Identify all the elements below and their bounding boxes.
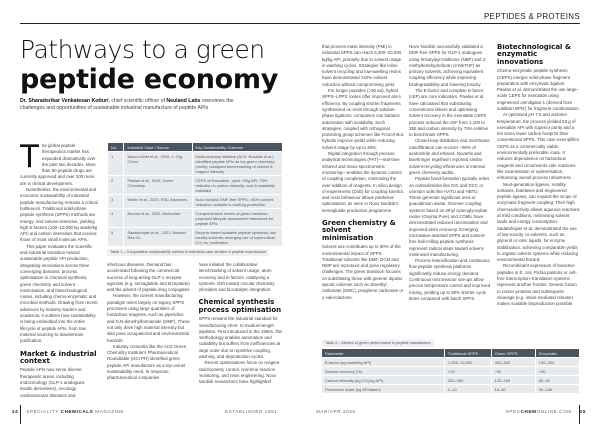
table-row xyxy=(322,358,579,366)
paragraph: he global peptide therapeutics market has expanded dramatically over the past two decades. More than 80 peptide drugs are currently approved and over 200 more are in clinical development. xyxy=(20,143,96,186)
paragraph: Peptide APIs now serve diverse therapeutic areas, including endocrinology (GLP-1 analogues, insulin derivatives), oncology, cardiovascular diseases and xyxy=(20,367,86,398)
table-header: Parameter xyxy=(322,349,444,357)
paragraph: SPPS remains the industrial standard for manufacturing short- to medium-length peptides. First introduced in the 1960s, this methodology enables automation and scalability but suffers from inefficiencies at large scale due to repetitive coupling, washing, and deprotection cycles. xyxy=(198,316,283,360)
paragraph: At optimised pH 7.5 and ambient temperature, the process yielded 53 g of exenatide API with superior purity and a ten times lower carbon footprint than conventional SPPS. This case exemplifies CEPS as a commercially viable, environmentally preferable route. It reduces dependence on hazardous reagents and circumvents side reactions like racemisation or epimerisation, enhancing overall process robustness. xyxy=(497,112,579,181)
table-cell: Isidro-Llobet et al., 2019, J. Org. Chem. xyxy=(124,152,191,175)
paragraph: Solvent use contributes up to 90% of the environmental impact of SPPS. Traditional solvents like DMF, DCM and NMP are reprotoxic and pose regulatory challenges. The green transition focuses on substituting these with greener dipolar aprotic solvents such as dimethyl carbonate (DMC), propylene carbonate or γ-valerolactone. xyxy=(322,244,404,300)
table-cell: Carbon intensity (kg CO₂/kg API) xyxy=(322,376,444,384)
issue-date: MAR/APR 2026 xyxy=(316,409,356,414)
table-cell: Neumo et al., 2023, Molecules xyxy=(124,209,191,227)
table-cell: 4 xyxy=(108,209,123,227)
column-5 xyxy=(409,44,491,334)
paragraph: This paper evaluates the scientific and industrial transition toward sustainable peptide API production, integrating innovations across three converging domains: process optimisation in chemical synthesis, green chemistry and solvent minimisation, and biotechnological routes, including chemo-enzymatic and microbial methods. Drawing from recent advances by industry leaders and academia, it outlines how sustainability is being embedded into the entire lifecycle of peptide APIs, from raw material sourcing to downstream purification. xyxy=(20,243,98,344)
table-row xyxy=(108,152,282,175)
table-header: Key Sustainability Outcome xyxy=(193,143,282,151)
table-row xyxy=(108,195,282,208)
column-3 xyxy=(199,262,284,402)
page-bar xyxy=(579,405,580,424)
table-row xyxy=(322,376,579,384)
page-number: 25 xyxy=(579,409,586,414)
column-4 xyxy=(322,44,404,334)
table-cell: 1 xyxy=(108,152,123,175)
paragraph: The E-factor and complete E-factor (cEF) are core indicators. Pawlas et al. have calculated that substituting conventional linkers and optimising solvent recovery in the exenatide CEPS process reduced the cEF from 1,100 to 350 and carbon intensity by 75% relative to benchmark SPPS. xyxy=(409,88,489,138)
table-cell: E-factor (kg waste/kg API) xyxy=(322,358,444,366)
table-cell: 2 xyxy=(108,176,123,194)
standfirst-text: overviews the challenges and opportunities of sustainable industrial manufacture of peptide APIs xyxy=(20,98,234,112)
table-2-caption: Table 2 – Metrics of green performance in peptide manufacture xyxy=(322,340,434,347)
table-cell: 5 xyxy=(108,228,123,246)
company-name: Neuland Labs xyxy=(166,98,201,104)
paragraph: that process mass intensity (PMI) in industrial SPPS can reach 5,000–20,000 kg/kg API, primarily due to solvent usage in washing cycles. Strategies like inline solvent recycling and low-swelling resins have demonstrated >50% solvent reduction without compromising yield. xyxy=(322,44,402,87)
table-row xyxy=(108,209,282,227)
magazine-name: MAGAZINE xyxy=(93,409,125,414)
standfirst xyxy=(20,98,250,113)
table-cell: 80–90 xyxy=(536,376,579,384)
table-cell: 150–300 xyxy=(536,358,579,366)
magazine-name: CHEMICALS xyxy=(60,409,94,414)
table-header: Industrial Case / Source xyxy=(124,143,191,151)
website: ONLINE.COM xyxy=(536,409,572,414)
standfirst-text: , chief scientific officer of xyxy=(108,98,167,104)
paragraph: Next-generation ligases, notably sortases, butelases and engineered peptide ligases, can expand the scope of enzymatic fragment coupling. Their high chemoselectivity allows aqueous reactions at mild conditions, minimising solvent loads and energy consumption. Sadatshojaei et al. demonstrated the use of low-toxicity co-solvents, such as glycerol or ionic liquids, for enzyme stabilisation, achieving comparable yields to organic solvent systems while reducing environmental hazard. xyxy=(497,181,580,263)
paragraph: Peptide bond-formation typically relies on carbodiimides like DIC and DCC or uronium salts like HATU and HBTU. These generate significant urea or guanidinium waste. Greener coupling systems based on ethyl cyanoglyoxylate oxime (Oxyma Pure) and COMU have demonstrated reduced racemisation and improved atom economy. Emerging microwave-assisted SPPS and solvent-free ball-milling peptide synthesis represent radical steps toward solvent-minimised manufacturing. xyxy=(409,176,490,257)
page-number: 24 xyxy=(12,409,19,414)
paragraph: have initiated the collaborative benchmarking of solvent usage, atom economy and E-factors, catalysing a systemic shift toward circular chemistry principles and biocatalytic integration. xyxy=(198,262,275,293)
table-cell: Sadatshojaei et al., 2021, Biomed Res Ch. xyxy=(124,228,191,246)
paragraph: infectious diseases. Demand has accelerated following the commercial success of long-acting GLP-1 receptor agonists (e.g. semaglutide and tirzepatide) and the advent of peptide-drug conjugates. xyxy=(107,262,191,293)
paragraph: Closed-loop distillation and membrane nanofiltration can recover ~90% of acetonitrile and ethanol. Novartis and Boehringer Ingelheim reported similar solvent-recycling efficiencies in internal green chemistry audits. xyxy=(409,138,490,175)
table-cell: 50–100 xyxy=(536,385,579,393)
table-cell: CEPS of Exenatide - yield >50g API; 75% reduction in carbon intensity; cost & scalability validated xyxy=(193,176,282,194)
table-cell: Comprehensive review of green transition; proposed lifecycle assessment framework for peptide APIs xyxy=(193,209,282,227)
table-header: Green SPPS xyxy=(492,349,535,357)
table-cell: 1–10 xyxy=(445,385,491,393)
table-cell: 3 xyxy=(108,195,123,208)
table-cell: Solvent recovery (%) xyxy=(322,367,444,375)
table-1 xyxy=(107,142,283,247)
table-cell: Multi-company initiative (ACS, Novartis et al.) identified peptide APIs as top green chemistry priority; catalysed benchmarking of solvent & reagent intensity xyxy=(193,152,282,175)
drop-cap: T xyxy=(20,143,39,175)
paragraph: Digital integration through process analytical technologies (PAT)—real-time infrared and mass-spectrometric monitoring—enables the dynamic control of coupling completion, minimising the over-addition of reagents. In silico design of experiments (DoE) for coupling kinetics and resin behaviour allows predictive optimisation, as seen in Novo Nordisk's semaglutide production programme. xyxy=(322,151,404,213)
table-cell: Martin et al., 2020, RSC Advances xyxy=(124,195,191,208)
table-cell: Enzyme-based scalable peptide synthesis; low toxicity solvents; emerging use of supercritical CO₂ for purification xyxy=(193,228,282,246)
website: CHEM xyxy=(520,409,537,414)
table-cell: 250–450 xyxy=(445,376,491,384)
table-cell: 300–500 xyxy=(492,358,535,366)
paragraph: Recombinant expression of bioactive peptides in E. coli, Pichia pastoris or cell-free transcription–translation systems represent another frontier. Genetic fusion to carrier proteins and subsequent cleavage (e.g. intein-mediated release) makes scalable bioproduction possible. xyxy=(497,263,577,307)
left-lower-area xyxy=(107,142,283,402)
table-cell: 10–50 xyxy=(492,385,535,393)
subheading: Chemical synthesis process optimisation xyxy=(198,298,282,314)
article-title-line1: Pathways to a green xyxy=(20,35,265,64)
page-bar xyxy=(20,405,21,424)
table-header: Traditional SPPS xyxy=(445,349,491,357)
table-2 xyxy=(321,348,580,394)
table-row xyxy=(108,176,282,194)
paragraph: Process intensification and continuous flow peptide synthesis platforms significantly reduce energy demand. Continuous microreactor set-ups allow precise temperature control and improved mixing, yielding up to 50% shorter cycle times compared with batch SPPS. xyxy=(409,258,491,301)
table-cell: Production scale (kg API/batch) xyxy=(322,385,444,393)
paragraph: For longer peptides (>30 aa), hybrid SPPS–LPPS routes offer improved atom efficiency. By coupling shorter fragments synthesised on resin through solution-phase ligations, companies can balance automation with scalability. Such strategies, coupled with orthogonal protecting group schemes like Fmoc/t-Boc hybrids improve yields while reducing solvent usage by up to 30%. xyxy=(322,88,404,150)
article-title-line2: peptide economy xyxy=(20,64,279,95)
table-header: No. xyxy=(108,143,123,151)
table-cell: <10 xyxy=(445,367,491,375)
footer-right xyxy=(506,409,586,414)
table-row xyxy=(322,367,579,375)
table-1-caption: Table 1 – Comparative sustainability metrics in industrial case studies of peptide manufacture xyxy=(107,249,269,256)
section-label: PEPTIDES & PROTEINS xyxy=(484,12,580,21)
table-cell: 120–150 xyxy=(492,376,535,384)
table-row xyxy=(322,385,579,393)
subheading: Green chemistry & solvent minimisation xyxy=(322,219,396,242)
magazine-name: SPECIALITY xyxy=(26,409,61,414)
paragraph: Chemo-enzymatic peptide synthesis (CEPS) merges solid-phase fragment preparation with enzymatic ligation. Pawlas et al. demonstrated the use large-scale CEPS for exenatide using engineered omniligase-1 (derived from subtilisin BPN') for fragment condensation. xyxy=(497,68,580,111)
paragraph: However, the current manufacturing paradigm relies largely on legacy SPPS processes using large quantities of hazardous reagents, such as piperidine and N,N-dimethylformamide (DMF). These not only drive high material intensity but also pose occupational and environmental hazards. xyxy=(107,293,190,343)
website: SPEC xyxy=(505,409,521,414)
table-header: Enzymatic xyxy=(536,349,579,357)
paragraph: Novo Nordisk successfully validated a DMF-free SPPS for GLP-1 analogues using N-butylpyrrolidinone (NBP) and 2-methyltetrahydrofuran (2-MeTHF) as primary solvents, achieving equivalent coupling efficiency while improving biodegradability and lowering toxicity. xyxy=(409,44,487,87)
lower-columns xyxy=(107,262,283,402)
author-name: Dr. Sharadsrikar Venkatesan Kotturi xyxy=(20,98,109,104)
paragraph: Recent optimisations focus on reagent stoichiometry control, real-time reaction monitoring, and resin engineering. Novo Nordisk researchers have highlighted xyxy=(198,360,280,385)
table-row xyxy=(108,228,282,246)
column-1 xyxy=(20,143,99,403)
column-2 xyxy=(107,262,192,402)
subheading: Biotechnological & enzymatic innovations xyxy=(497,44,571,66)
table-cell: ~90 xyxy=(492,367,535,375)
subheading: Market & industrial context xyxy=(20,349,97,365)
column-6 xyxy=(497,44,580,334)
table-cell: 1,000–15,000 xyxy=(445,358,491,366)
footer-left xyxy=(12,409,124,414)
table-cell: Novo Nordisk DMF-free SPPS; >60% solvent reduction; suitable to multi-kg production xyxy=(193,195,282,208)
established: ESTABLISHED 1981 xyxy=(225,409,278,414)
table-cell: >90 xyxy=(536,367,579,375)
table-cell: Pawlas et al., 2019, Green Chemistry xyxy=(124,176,191,194)
paragraph: Nonetheless, the environmental and economic sustainability of industrial peptide manufacturing remains a critical bottleneck. Traditional solid-phase peptide synthesis (SPPS) methods are energy- and solvent-intensive, yielding high E-factors (100–10,000 kg waste/kg API) and carbon intensities that exceed those of most small molecule APIs. xyxy=(20,187,98,243)
header-rule xyxy=(20,23,580,24)
paragraph: Industry consortia like the ACS Green Chemistry Institute's Pharmaceutical Roundtable (GCI PR) identified green peptide API manufacture as a top unmet sustainability need. In response, pharmaceutical companies xyxy=(107,343,187,381)
